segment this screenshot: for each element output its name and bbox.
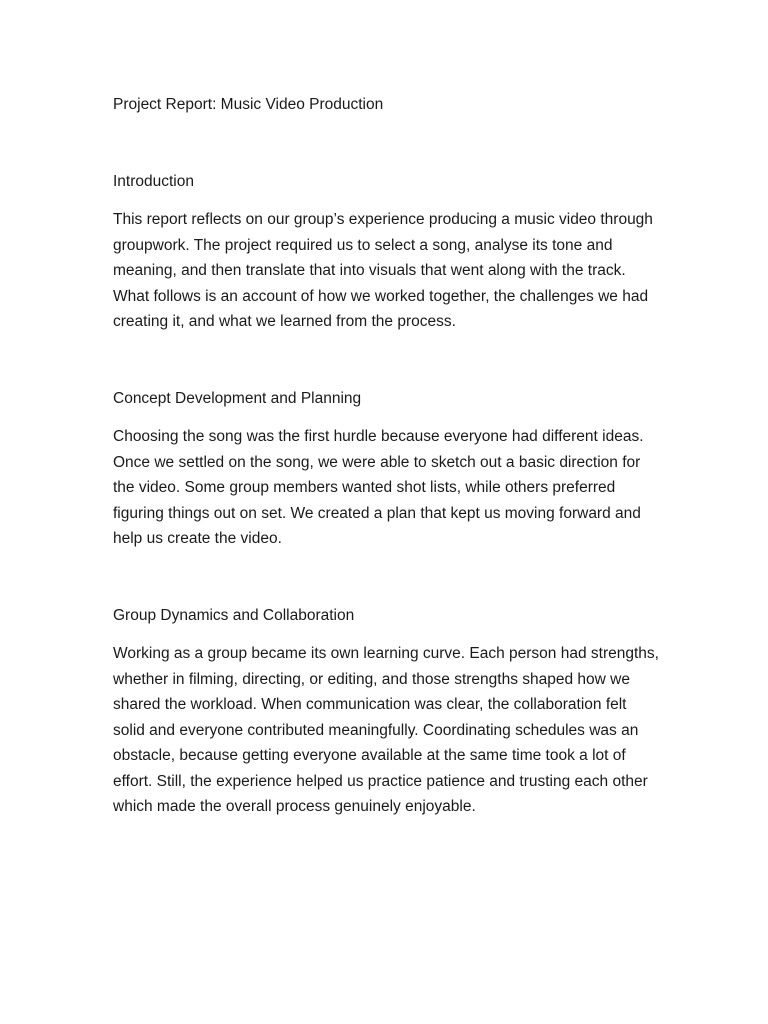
section-body-concept: Choosing the song was the first hurdle because everyone had different ideas. Once we settled on the song, we were able to sketch out a basic direction for the video. Some group members wanted shot lists, while others preferred figuring things out on set. We created a plan that kept us moving forward and help us create the video. — [113, 428, 644, 547]
spacer — [113, 628, 661, 641]
document-title: Project Report: Music Video Production — [113, 96, 384, 113]
section-heading-introduction: Introduction — [113, 172, 194, 190]
spacer — [113, 552, 661, 603]
spacer — [113, 411, 661, 424]
section-heading-group-dynamics: Group Dynamics and Collaboration — [113, 606, 355, 624]
section-body-group-dynamics: Working as a group became its own learning curve. Each person had strengths, whether in filming, directing, or editing, and those strengths shaped how we shared the workload. When communication was clear, the collaboration felt solid and everyone contributed meaningfully. Coordinating schedules was an obstacle, because getting everyone available at the same time took a lot of effort. Still, the experience helped us practice patience and trusting each other which made the overall process genuinely enjoyable. — [113, 645, 659, 815]
spacer — [113, 335, 661, 386]
spacer — [113, 194, 661, 207]
section-heading-concept: Concept Development and Planning — [113, 389, 362, 407]
section-body-introduction: This report reflects on our group’s experience producing a music video through groupwork. The project required us to select a song, analyse its tone and meaning, and then translate that into visuals that went along with the track. What follows is an account of how we worked together, the challenges we had creating it, and what we learned from the process. — [113, 211, 653, 330]
document-page — [113, 92, 661, 820]
spacer — [113, 118, 661, 169]
